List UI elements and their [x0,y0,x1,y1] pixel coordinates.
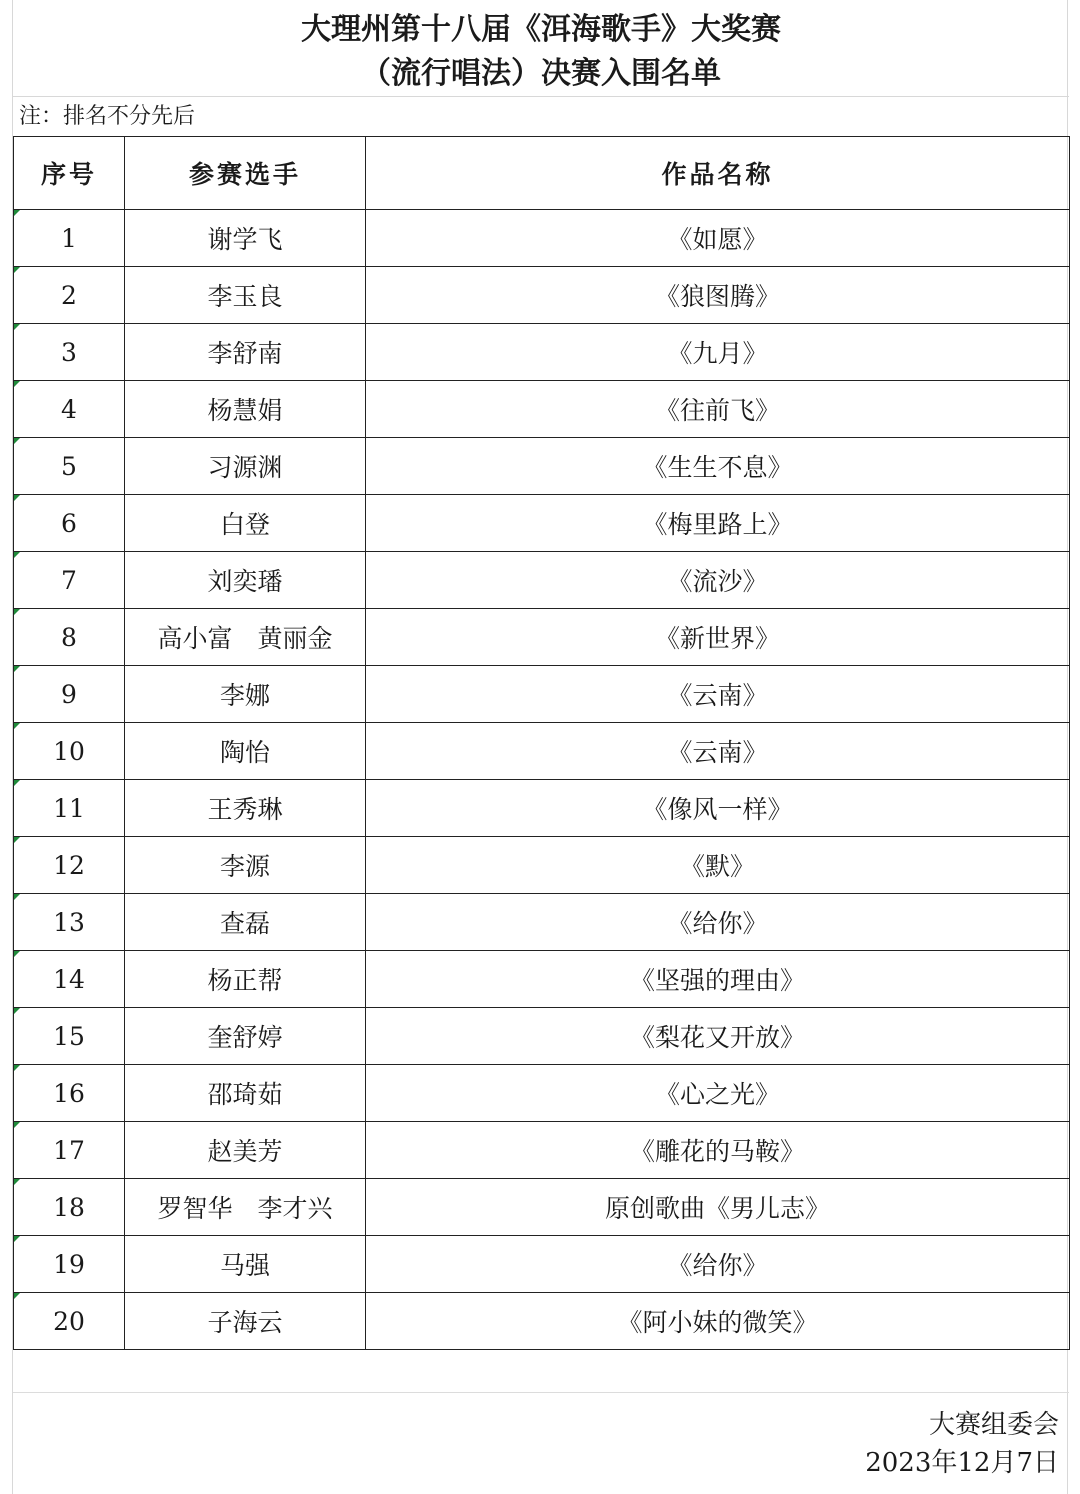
singer-name: 白登 [125,495,366,552]
issue-date: 2023年12月7日 [865,1448,1059,1478]
table-row [14,210,1070,267]
title-line-2: （流行唱法）决赛入围名单 [361,56,721,91]
document-title [13,8,1069,96]
singer-name: 罗智华 李才兴 [125,1179,366,1236]
singer-name: 杨慧娟 [125,381,366,438]
singer-name: 杨正帮 [125,951,366,1008]
table-row [14,324,1070,381]
song-title: 《云南》 [366,723,1070,780]
song-title: 《狼图腾》 [366,267,1070,324]
song-title: 《给你》 [366,1236,1070,1293]
table-row [14,552,1070,609]
column-header-singer: 参赛选手 [125,137,366,210]
table-row [14,1293,1070,1350]
table-row [14,438,1070,495]
song-title: 《九月》 [366,324,1070,381]
table-header-row [14,137,1070,210]
table-row [14,495,1070,552]
table-row [14,951,1070,1008]
row-number: 11 [14,780,125,837]
table-row [14,381,1070,438]
signature-block [865,1406,1059,1482]
row-number: 2 [14,267,125,324]
row-number: 7 [14,552,125,609]
singer-name: 赵美芳 [125,1122,366,1179]
singer-name: 习源渊 [125,438,366,495]
song-title: 《心之光》 [366,1065,1070,1122]
table-row [14,666,1070,723]
song-title: 《往前飞》 [366,381,1070,438]
table-row [14,780,1070,837]
singer-name: 王秀琳 [125,780,366,837]
row-number: 13 [14,894,125,951]
row-number: 19 [14,1236,125,1293]
column-header-number: 序号 [14,137,125,210]
singer-name: 陶怡 [125,723,366,780]
singer-name: 李娜 [125,666,366,723]
singer-name: 李舒南 [125,324,366,381]
singer-name: 刘奕璠 [125,552,366,609]
row-number: 5 [14,438,125,495]
table-row [14,723,1070,780]
row-number: 1 [14,210,125,267]
ranking-note: 注：排名不分先后 [19,104,196,129]
song-title: 《流沙》 [366,552,1070,609]
song-title: 《梅里路上》 [366,495,1070,552]
row-number: 15 [14,1008,125,1065]
singer-name: 奎舒婷 [125,1008,366,1065]
row-number: 16 [14,1065,125,1122]
title-line-1: 大理州第十八届《洱海歌手》大奖赛 [301,12,781,47]
footer-divider [13,1392,1069,1393]
singer-name: 高小富 黄丽金 [125,609,366,666]
singer-name: 邵琦茹 [125,1065,366,1122]
row-number: 14 [14,951,125,1008]
singer-name: 查磊 [125,894,366,951]
singer-name: 李源 [125,837,366,894]
table-row [14,894,1070,951]
finalist-table [13,136,1070,1350]
song-title: 原创歌曲《男儿志》 [366,1179,1070,1236]
row-number: 4 [14,381,125,438]
singer-name: 谢学飞 [125,210,366,267]
table-row [14,1122,1070,1179]
song-title: 《像风一样》 [366,780,1070,837]
row-number: 12 [14,837,125,894]
title-divider [13,96,1069,97]
table-row [14,267,1070,324]
song-title: 《给你》 [366,894,1070,951]
organizer-name: 大赛组委会 [928,1410,1059,1440]
table-row [14,1065,1070,1122]
singer-name: 子海云 [125,1293,366,1350]
table-row [14,1179,1070,1236]
song-title: 《阿小妹的微笑》 [366,1293,1070,1350]
song-title: 《云南》 [366,666,1070,723]
song-title: 《坚强的理由》 [366,951,1070,1008]
table-row [14,1236,1070,1293]
row-number: 17 [14,1122,125,1179]
table-row [14,837,1070,894]
song-title: 《默》 [366,837,1070,894]
row-number: 8 [14,609,125,666]
table-row [14,609,1070,666]
singer-name: 李玉良 [125,267,366,324]
song-title: 《新世界》 [366,609,1070,666]
song-title: 《生生不息》 [366,438,1070,495]
song-title: 《梨花又开放》 [366,1008,1070,1065]
column-header-song: 作品名称 [366,137,1070,210]
song-title: 《如愿》 [366,210,1070,267]
row-number: 10 [14,723,125,780]
row-number: 18 [14,1179,125,1236]
singer-name: 马强 [125,1236,366,1293]
row-number: 20 [14,1293,125,1350]
row-number: 9 [14,666,125,723]
table-row [14,1008,1070,1065]
row-number: 3 [14,324,125,381]
song-title: 《雕花的马鞍》 [366,1122,1070,1179]
row-number: 6 [14,495,125,552]
document-sheet [12,0,1068,1494]
